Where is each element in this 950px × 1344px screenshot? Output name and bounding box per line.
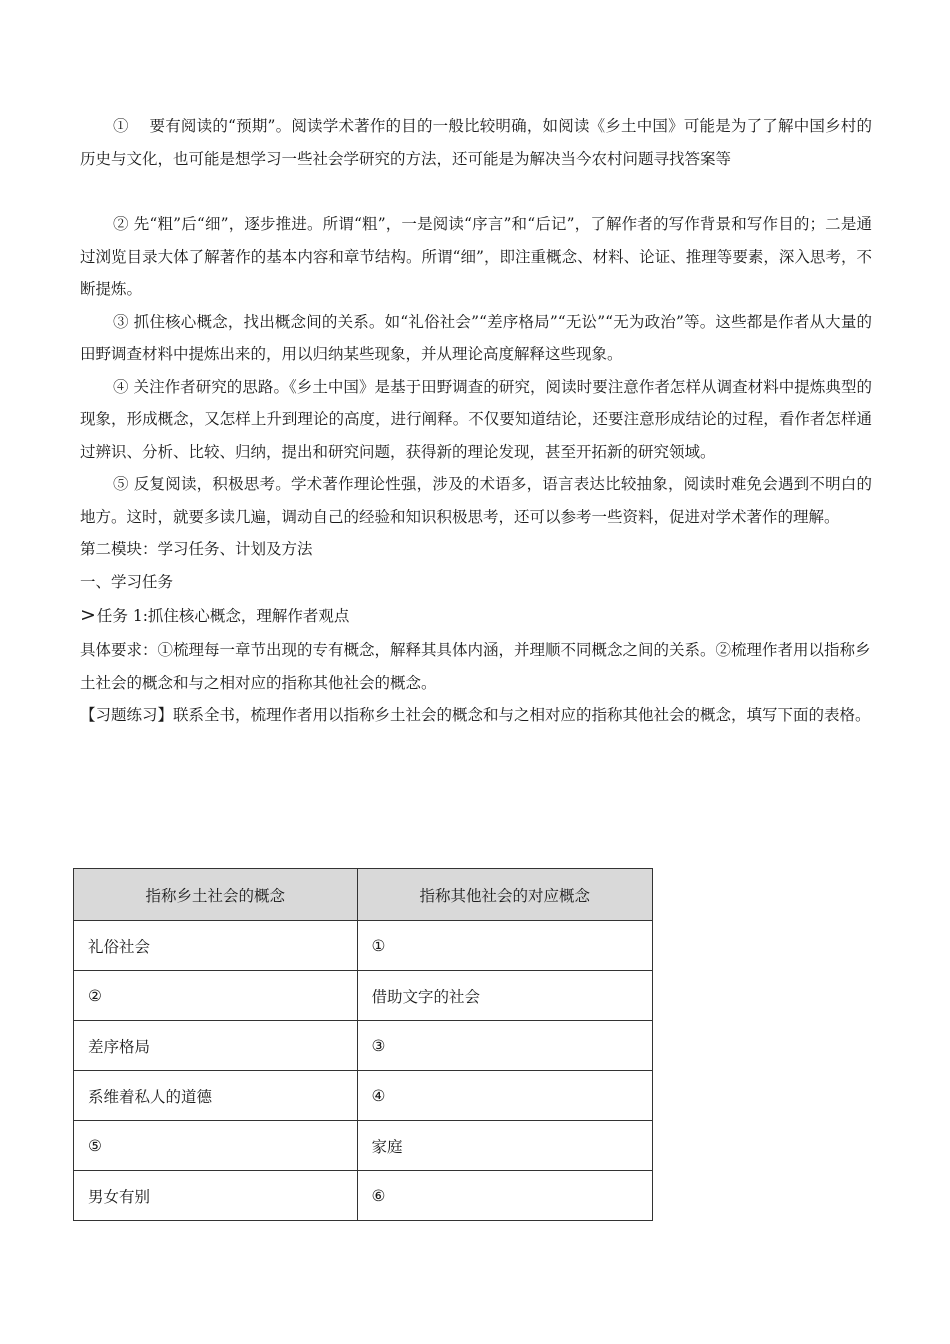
table-header-row [74, 869, 653, 921]
paragraph-2: ② 先“粗”后“细”，逐步推进。所谓“粗”，一是阅读“序言”和“后记”，了解作者的写作背景和写作目的；二是通过浏览目录大体了解著作的基本内容和章节结构。所谓“细”，即注重概念、材料、论证、推理等要素，深入思考，不断提炼。 [80, 215, 872, 298]
module-heading: 第二模块：学习任务、计划及方法 [80, 540, 313, 558]
table-row [74, 1021, 653, 1071]
table-cell: 差序格局 [74, 1021, 358, 1071]
document-page [80, 110, 872, 1206]
paragraph-3: ③ 抓住核心概念，找出概念间的关系。如“礼俗社会”“差序格局”“无讼”“无为政治”等。这些都是作者从大量的田野调查材料中提炼出来的，用以归纳某些现象，并从理论高度解释这些现象。 [80, 312, 872, 363]
table-row [74, 971, 653, 1021]
task-title: 任务 1:抓住核心概念，理解作者观点 [96, 607, 350, 625]
table-row [74, 1121, 653, 1171]
table-cell: ② [74, 971, 358, 1021]
concept-table [73, 868, 653, 1221]
table-header-cell: 指称其他社会的对应概念 [357, 869, 653, 921]
paragraph-4: ④ 关注作者研究的思路。《乡土中国》是基于田野调查的研究，阅读时要注意作者怎样从调查材料中提炼典型的现象，形成概念，又怎样上升到理论的高度，进行阐释。不仅要知道结论，还要注意形成结论的过程，看作者怎样通过辨识、分析、比较、归纳，提出和研究问题，获得新的理论发现，甚至开拓新的研究领域。 [80, 377, 872, 461]
table-cell: ① [357, 921, 653, 971]
table-cell: 男女有别 [74, 1171, 358, 1221]
paragraph-5: ⑤ 反复阅读，积极思考。学术著作理论性强，涉及的术语多，语言表达比较抽象，阅读时难免会遇到不明白的地方。这时，就要多读几遍，调动自己的经验和知识积极思考，还可以参考一些资料，促进对学术著作的理解。 [80, 475, 872, 526]
table-cell: ③ [357, 1021, 653, 1071]
table-cell: 借助文字的社会 [357, 971, 653, 1021]
table-cell: 礼俗社会 [74, 921, 358, 971]
table-row [74, 921, 653, 971]
table-cell: 系维着私人的道德 [74, 1071, 358, 1121]
section-heading: 一、学习任务 [80, 572, 174, 591]
table-cell: ⑥ [357, 1171, 653, 1221]
table-cell: 家庭 [357, 1121, 653, 1171]
table-cell: ⑤ [74, 1121, 358, 1171]
table-row [74, 1071, 653, 1121]
task-heading [80, 598, 872, 634]
table-cell: ④ [357, 1071, 653, 1121]
paragraph-1: ① 要有阅读的“预期”。阅读学术著作的目的一般比较明确，如阅读《乡土中国》可能是为了了解中国乡村的历史与文化，也可能是想学习一些社会学研究的方法，还可能是为解决当今农村问题寻找答案等 [80, 117, 872, 168]
requirements-text: 具体要求：①梳理每一章节出现的专有概念，解释其具体内涵，并理顺不同概念之间的关系。②梳理作者用以指称乡土社会的概念和与之相对应的指称其他社会的概念。 [80, 641, 871, 692]
exercise-text: 【习题练习】联系全书，梳理作者用以指称乡土社会的概念和与之相对应的指称其他社会的概念，填写下面的表格。 [80, 706, 871, 724]
arrow-icon: > [80, 604, 96, 626]
table-header-cell: 指称乡土社会的概念 [74, 869, 358, 921]
table-row [74, 1171, 653, 1221]
